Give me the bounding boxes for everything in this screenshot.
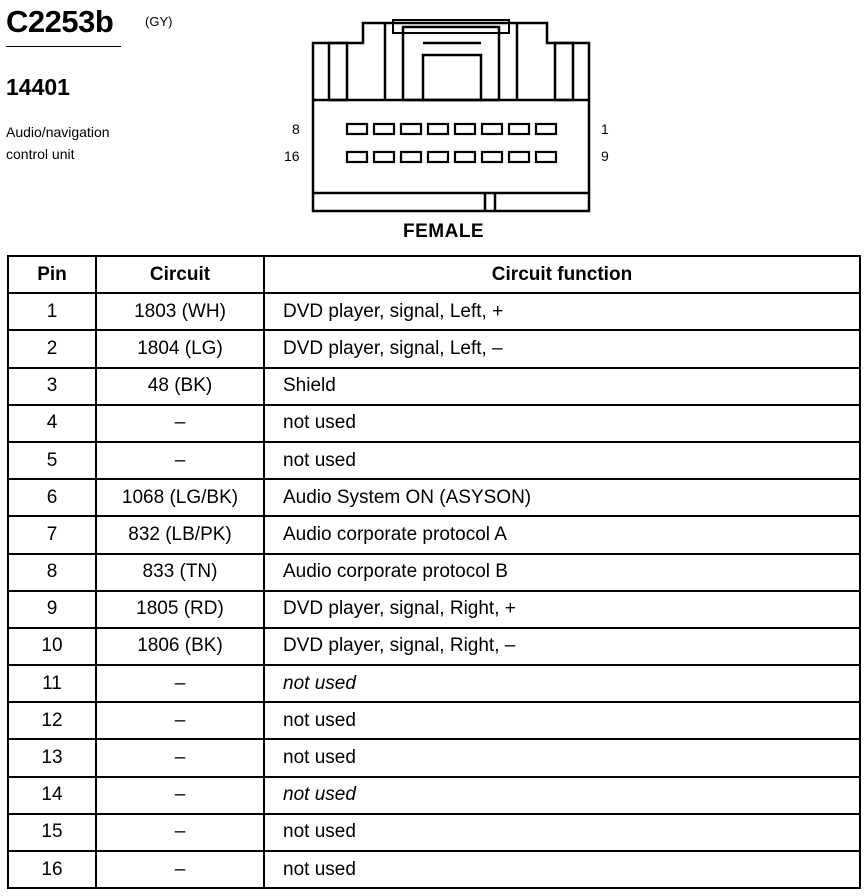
pin-cell: 5 (8, 442, 96, 479)
pin-cell: 16 (8, 851, 96, 888)
pin-cell: 8 (8, 554, 96, 591)
pin-cell: 14 (8, 777, 96, 814)
function-cell: not used (264, 777, 860, 814)
pin-cell: 4 (8, 405, 96, 442)
connector-color: (GY) (145, 14, 173, 29)
connector-code: C2253b (6, 4, 114, 39)
pin-cell: 6 (8, 479, 96, 516)
table-header-row (8, 256, 860, 293)
function-cell: not used (264, 405, 860, 442)
function-cell: DVD player, signal, Left, – (264, 330, 860, 367)
table-row (8, 293, 860, 330)
pin-cell: 2 (8, 330, 96, 367)
table-row (8, 665, 860, 702)
circuit-cell: 1805 (RD) (96, 591, 264, 628)
table-row (8, 554, 860, 591)
header-circuit: Circuit (96, 256, 264, 293)
pin-cell: 3 (8, 368, 96, 405)
table-row (8, 591, 860, 628)
pin-cell: 13 (8, 739, 96, 776)
circuit-cell: 48 (BK) (96, 368, 264, 405)
function-cell: not used (264, 442, 860, 479)
function-cell: Shield (264, 368, 860, 405)
circuit-cell: – (96, 851, 264, 888)
pin-cell: 15 (8, 814, 96, 851)
pin-cavities (347, 124, 556, 162)
circuit-cell: – (96, 739, 264, 776)
part-number: 14401 (6, 74, 70, 100)
description-line-1: Audio/navigation (6, 124, 110, 140)
circuit-cell: – (96, 814, 264, 851)
description-line-2: control unit (6, 146, 75, 162)
table-row (8, 851, 860, 888)
function-cell: DVD player, signal, Left, + (264, 293, 860, 330)
connector-code-underline (6, 46, 121, 47)
pin-cell: 11 (8, 665, 96, 702)
function-cell: not used (264, 702, 860, 739)
table-row (8, 442, 860, 479)
circuit-cell: 1803 (WH) (96, 293, 264, 330)
circuit-cell: – (96, 777, 264, 814)
connector-diagram (285, 15, 625, 215)
table-row (8, 479, 860, 516)
pin-cell: 12 (8, 702, 96, 739)
circuit-cell: 1806 (BK) (96, 628, 264, 665)
pin-label-top-left: 8 (292, 121, 300, 137)
pin-label-top-right: 1 (601, 121, 609, 137)
function-cell: DVD player, signal, Right, + (264, 591, 860, 628)
function-cell: not used (264, 851, 860, 888)
function-cell: DVD player, signal, Right, – (264, 628, 860, 665)
function-cell: not used (264, 739, 860, 776)
circuit-cell: 833 (TN) (96, 554, 264, 591)
component-description (6, 121, 110, 165)
table-row (8, 814, 860, 851)
connector-latch (403, 27, 499, 100)
pin-cell: 9 (8, 591, 96, 628)
table-row (8, 628, 860, 665)
function-cell: Audio corporate protocol B (264, 554, 860, 591)
table-row (8, 739, 860, 776)
table-row (8, 368, 860, 405)
circuit-cell: – (96, 442, 264, 479)
pin-cell: 7 (8, 516, 96, 553)
circuit-cell: – (96, 405, 264, 442)
pinout-table (7, 255, 861, 889)
table-row (8, 777, 860, 814)
table-row (8, 516, 860, 553)
circuit-cell: – (96, 702, 264, 739)
table-row (8, 702, 860, 739)
table-row (8, 405, 860, 442)
pin-label-bottom-left: 16 (284, 148, 300, 164)
pin-label-bottom-right: 9 (601, 148, 609, 164)
function-cell: not used (264, 665, 860, 702)
header-circuit-function: Circuit function (264, 256, 860, 293)
connector-outline (313, 23, 589, 211)
circuit-cell: 1804 (LG) (96, 330, 264, 367)
pin-cell: 1 (8, 293, 96, 330)
circuit-cell: – (96, 665, 264, 702)
table-row (8, 330, 860, 367)
function-cell: Audio corporate protocol A (264, 516, 860, 553)
pin-cell: 10 (8, 628, 96, 665)
function-cell: Audio System ON (ASYSON) (264, 479, 860, 516)
function-cell: not used (264, 814, 860, 851)
circuit-cell: 1068 (LG/BK) (96, 479, 264, 516)
circuit-cell: 832 (LB/PK) (96, 516, 264, 553)
header-pin: Pin (8, 256, 96, 293)
gender-label: FEMALE (403, 221, 485, 242)
